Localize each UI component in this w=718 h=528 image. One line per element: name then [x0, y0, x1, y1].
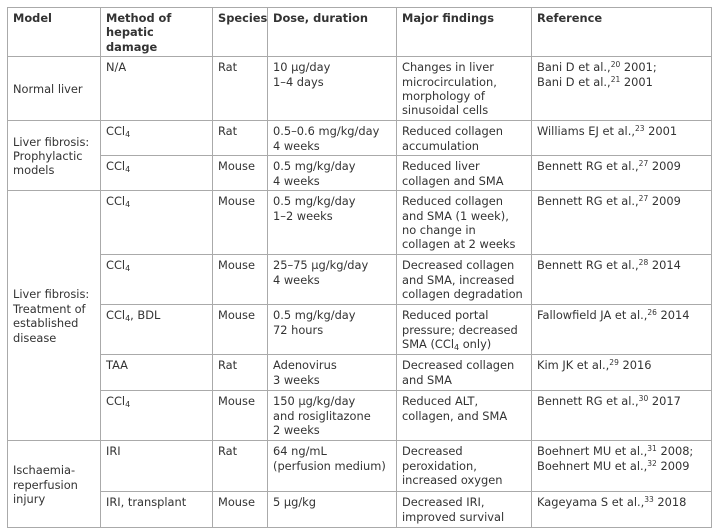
dose-cell [268, 391, 397, 441]
findings-line: collagen, and SMA [402, 408, 508, 423]
reference-line: Williams EJ et al.,$^{23}$ 2001 [537, 124, 678, 139]
model-cell: Liver fibrosis: Prophylactic models [8, 121, 101, 191]
table-row [8, 492, 712, 528]
findings-line: Reduced portal [402, 308, 489, 323]
table-row [8, 441, 712, 492]
table-row [8, 305, 712, 355]
method-cell: CCl$_4$ [101, 156, 213, 191]
dose-line: 3 weeks [273, 372, 320, 387]
findings-line: and SMA (1 week), [402, 208, 509, 223]
findings-line: increased oxygen [402, 473, 503, 488]
reference-cell [532, 355, 712, 391]
header-method: Method of hepatic damage [101, 8, 213, 57]
table-row [8, 391, 712, 441]
findings-line: SMA (CCl$_4$ only) [402, 337, 492, 353]
species-cell: Rat [213, 355, 268, 391]
findings-line: and SMA [402, 372, 452, 387]
species-cell: Rat [213, 441, 268, 492]
method-cell: CCl$_4$, BDL [101, 305, 213, 355]
model-cell: Normal liver [8, 57, 101, 121]
table-row [8, 156, 712, 191]
findings-line: morphology of [402, 89, 485, 104]
species-cell: Rat [213, 57, 268, 121]
header-species: Species [213, 8, 268, 57]
reference-cell [532, 305, 712, 355]
findings-cell [397, 441, 532, 492]
dose-cell [268, 492, 397, 528]
dose-line: 4 weeks [273, 173, 320, 188]
reference-cell [532, 492, 712, 528]
table-row [8, 255, 712, 305]
table-row [8, 121, 712, 156]
findings-cell [397, 391, 532, 441]
dose-line: 5 µg/kg [273, 495, 317, 510]
method-cell: CCl$_4$ [101, 255, 213, 305]
findings-cell [397, 355, 532, 391]
reference-line: Bennett RG et al.,$^{30}$ 2017 [537, 394, 681, 409]
reference-line: Bennett RG et al.,$^{28}$ 2014 [537, 258, 681, 273]
dose-line: and rosiglitazone [273, 408, 371, 423]
reference-line: Boehnert MU et al.,$^{31}$ 2008; [537, 444, 694, 459]
findings-line: Reduced ALT, [402, 394, 479, 409]
findings-line: no change in [402, 223, 476, 238]
findings-cell [397, 191, 532, 255]
findings-line: collagen and SMA [402, 173, 504, 188]
model-cell: Liver fibrosis: Treatment of established disease [8, 191, 101, 441]
model-cell: Ischaemia-reperfusion injury [8, 441, 101, 528]
findings-cell [397, 57, 532, 121]
reference-cell [532, 156, 712, 191]
header-reference: Reference [532, 8, 712, 57]
findings-cell [397, 305, 532, 355]
header-model: Model [8, 8, 101, 57]
dose-line: 72 hours [273, 322, 324, 337]
method-cell: CCl$_4$ [101, 191, 213, 255]
studies-table [7, 7, 712, 528]
findings-cell [397, 255, 532, 305]
dose-line: 4 weeks [273, 272, 320, 287]
dose-cell [268, 255, 397, 305]
findings-line: microcirculation, [402, 74, 497, 89]
species-cell: Rat [213, 121, 268, 156]
reference-cell [532, 121, 712, 156]
method-cell: TAA [101, 355, 213, 391]
findings-line: collagen degradation [402, 287, 523, 302]
dose-cell [268, 191, 397, 255]
reference-line: Bani D et al.,$^{21}$ 2001 [537, 74, 653, 89]
dose-line: 4 weeks [273, 138, 320, 153]
reference-line: Kageyama S et al.,$^{33}$ 2018 [537, 495, 687, 510]
dose-line: Adenovirus [273, 358, 337, 373]
findings-line: Reduced collagen [402, 194, 503, 209]
findings-line: pressure; decreased [402, 322, 518, 337]
reference-line: Bennett RG et al.,$^{27}$ 2009 [537, 159, 681, 174]
findings-line: collagen at 2 weeks [402, 237, 516, 252]
reference-cell [532, 191, 712, 255]
dose-cell [268, 156, 397, 191]
findings-line: and SMA, increased [402, 272, 515, 287]
findings-line: Changes in liver [402, 60, 494, 75]
dose-line: 1–2 weeks [273, 208, 333, 223]
species-cell: Mouse [213, 255, 268, 305]
header-findings: Major findings [397, 8, 532, 57]
findings-line: Decreased collagen [402, 258, 515, 273]
header-row [8, 8, 712, 57]
dose-cell [268, 121, 397, 156]
table-row [8, 57, 712, 121]
reference-line: Bani D et al.,$^{20}$ 2001; [537, 60, 657, 75]
dose-cell [268, 305, 397, 355]
dose-cell [268, 355, 397, 391]
dose-line: 150 µg/kg/day [273, 394, 356, 409]
dose-line: 0.5 mg/kg/day [273, 308, 356, 323]
reference-line: Fallowfield JA et al.,$^{26}$ 2014 [537, 308, 690, 323]
reference-line: Kim JK et al.,$^{29}$ 2016 [537, 358, 652, 373]
species-cell: Mouse [213, 391, 268, 441]
species-cell: Mouse [213, 492, 268, 528]
findings-line: Decreased [402, 444, 463, 459]
method-cell: CCl$_4$ [101, 391, 213, 441]
findings-line: Decreased IRI, [402, 495, 485, 510]
dose-cell [268, 57, 397, 121]
findings-line: improved survival [402, 509, 505, 524]
species-cell: Mouse [213, 156, 268, 191]
header-dose: Dose, duration [268, 8, 397, 57]
dose-line: 0.5 mg/kg/day [273, 159, 356, 174]
table-row [8, 355, 712, 391]
findings-line: accumulation [402, 138, 480, 153]
findings-line: Decreased collagen [402, 358, 515, 373]
findings-line: Reduced collagen [402, 124, 503, 139]
dose-line: 1–4 days [273, 74, 324, 89]
dose-line: 10 µg/day [273, 60, 331, 75]
findings-line: Reduced liver [402, 159, 480, 174]
dose-line: 64 ng/mL [273, 444, 327, 459]
table-row [8, 191, 712, 255]
dose-cell [268, 441, 397, 492]
dose-line: 2 weeks [273, 423, 320, 438]
findings-cell [397, 121, 532, 156]
reference-cell [532, 391, 712, 441]
dose-line: 25–75 µg/kg/day [273, 258, 369, 273]
method-cell: IRI [101, 441, 213, 492]
method-cell: CCl$_4$ [101, 121, 213, 156]
reference-line: Bennett RG et al.,$^{27}$ 2009 [537, 194, 681, 209]
reference-cell [532, 255, 712, 305]
findings-cell [397, 156, 532, 191]
findings-line: sinusoidal cells [402, 103, 489, 118]
species-cell: Mouse [213, 191, 268, 255]
method-cell: IRI, transplant [101, 492, 213, 528]
findings-cell [397, 492, 532, 528]
dose-line: (perfusion medium) [273, 458, 386, 473]
reference-line: Boehnert MU et al.,$^{32}$ 2009 [537, 458, 690, 473]
reference-cell [532, 57, 712, 121]
reference-cell [532, 441, 712, 492]
method-cell: N/A [101, 57, 213, 121]
dose-line: 0.5–0.6 mg/kg/day [273, 124, 380, 139]
findings-line: peroxidation, [402, 458, 477, 473]
dose-line: 0.5 mg/kg/day [273, 194, 356, 209]
species-cell: Mouse [213, 305, 268, 355]
